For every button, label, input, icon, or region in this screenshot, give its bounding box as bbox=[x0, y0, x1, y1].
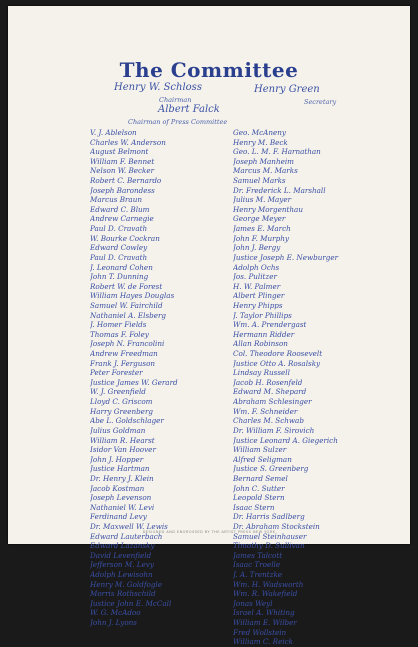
committee-member: George Meyer bbox=[233, 214, 286, 224]
committee-member: Henry Phipps bbox=[233, 300, 283, 310]
committee-member: Dr. Maxwell W. Lewis bbox=[90, 521, 168, 531]
press-chairman-role: Chairman of Press Committee bbox=[128, 118, 228, 126]
committee-member: Bernard Semel bbox=[233, 473, 288, 483]
committee-member: Edward M. Shepard bbox=[233, 387, 307, 397]
secretary-name: Henry Green bbox=[254, 84, 320, 95]
committee-member: W. G. McAdoo bbox=[90, 608, 141, 618]
committee-member: Jacob H. Rosenfeld bbox=[233, 377, 303, 387]
committee-member: William Hayes Douglas bbox=[90, 291, 175, 301]
committee-member: Henry M. Beck bbox=[233, 137, 288, 147]
committee-member: Justice Joseph E. Newburger bbox=[233, 252, 339, 262]
committee-member: Marcus Braun bbox=[90, 195, 142, 205]
committee-member: Nathaniel A. Elsberg bbox=[90, 310, 167, 320]
committee-member: Julius Goldman bbox=[90, 425, 146, 435]
committee-member: Isaac Troelle bbox=[233, 560, 281, 570]
committee-member: J. Leonard Cohen bbox=[90, 262, 153, 272]
committee-member: John J. Lyons bbox=[90, 618, 137, 628]
committee-member: Alfred Seligman bbox=[233, 454, 292, 464]
committee-member: Geo. McAneny bbox=[233, 128, 286, 137]
committee-member: V. J. Ablelson bbox=[90, 128, 137, 137]
committee-member: Dr. William F. Sirovich bbox=[233, 425, 315, 435]
committee-member: Samuel W. Fairchild bbox=[90, 300, 163, 310]
committee-member: Wm. A. Prendergast bbox=[233, 320, 307, 330]
committee-member: Dr. Henry J. Klein bbox=[90, 473, 154, 483]
committee-member: H. W. Palmer bbox=[233, 281, 281, 291]
committee-member: Leopold Stern bbox=[233, 493, 285, 503]
committee-member: William C. Reick bbox=[233, 637, 293, 647]
committee-member: Geo. L. M. F. Harnathan bbox=[233, 147, 321, 157]
committee-member: Dr. Abraham Stockstein bbox=[233, 521, 320, 531]
committee-member: Allan Robinson bbox=[233, 339, 288, 349]
committee-member: Isidor Van Hoover bbox=[90, 445, 156, 455]
committee-member: James Talcott bbox=[233, 550, 283, 560]
committee-member: J. Taylor Phillips bbox=[233, 310, 292, 320]
committee-member: Isaac Stern bbox=[233, 502, 275, 512]
committee-member: W. Bourke Cockran bbox=[90, 233, 160, 243]
committee-member: Justice Hartman bbox=[90, 464, 150, 474]
committee-member: William Sulzer bbox=[233, 445, 287, 455]
press-chairman-name: Albert Falck bbox=[158, 104, 220, 115]
committee-member: Abraham Schlesinger bbox=[233, 397, 312, 407]
committee-member: J. Homer Fields bbox=[90, 320, 147, 330]
committee-member: Justice S. Greenberg bbox=[233, 464, 309, 474]
committee-member: Robert C. Bernardo bbox=[90, 176, 162, 186]
committee-member: Jefferson M. Levy bbox=[90, 560, 154, 570]
committee-member: William E. Wilber bbox=[233, 618, 297, 628]
committee-member: Joseph Levenson bbox=[90, 493, 152, 503]
committee-member: Frank J. Ferguson bbox=[90, 358, 156, 368]
committee-member: Henry M. Goldfogle bbox=[90, 579, 162, 589]
committee-member: Joseph Barondess bbox=[90, 185, 155, 195]
committee-member: John F. Murphy bbox=[233, 233, 289, 243]
committee-member: Jonas Weyl bbox=[233, 598, 273, 608]
committee-member: Justice John E. McCall bbox=[90, 598, 172, 608]
committee-member: Robert W. de Forest bbox=[90, 281, 163, 291]
committee-member: Nathaniel W. Levi bbox=[90, 502, 155, 512]
committee-member: Albert Plinger bbox=[233, 291, 285, 301]
committee-member: Timothy D. Sullivan bbox=[233, 541, 305, 551]
committee-member: John J. Hopper bbox=[90, 454, 144, 464]
committee-member: Col. Theodore Roosevelt bbox=[233, 349, 323, 359]
chairman-role: Chairman bbox=[159, 96, 192, 104]
committee-member: Henry Morgenthau bbox=[233, 204, 303, 214]
committee-member: Paul D. Cravath bbox=[90, 224, 148, 234]
committee-member: Dr. Frederick L. Marshall bbox=[233, 185, 326, 195]
chairman-name: Henry W. Schloss bbox=[114, 82, 202, 93]
committee-member: Harry Greenberg bbox=[90, 406, 153, 416]
committee-member: Charles M. Schwab bbox=[233, 416, 304, 426]
committee-member: August Belmont bbox=[90, 147, 149, 157]
committee-member: Hermann Ridder bbox=[233, 329, 295, 339]
committee-member: Wm. R. Wakefield bbox=[233, 589, 298, 599]
committee-member: Wm. H. Wadsworth bbox=[233, 579, 304, 589]
committee-member: Marcus M. Marks bbox=[233, 166, 298, 176]
committee-member: Ferdinand Levy bbox=[90, 512, 147, 522]
committee-member: John J. Bergy bbox=[233, 243, 281, 253]
secretary-role: Secretary bbox=[304, 98, 337, 106]
committee-member: W. J. Greenfield bbox=[90, 387, 146, 397]
committee-member: John T. Dunning bbox=[90, 272, 149, 282]
committee-member: Wm. F. Schneider bbox=[233, 406, 298, 416]
committee-member: Justice James W. Gerard bbox=[90, 377, 178, 387]
committee-member: Morris Rothschild bbox=[90, 589, 156, 599]
committee-member: John C. Sutter bbox=[233, 483, 285, 493]
committee-member: Jacob Kostman bbox=[90, 483, 145, 493]
committee-member: J. A. Trentzke bbox=[233, 570, 283, 580]
committee-member: Andrew Carnegie bbox=[90, 214, 154, 224]
committee-member: Abe L. Goldschlager bbox=[90, 416, 164, 426]
committee-member: Julius M. Mayer bbox=[233, 195, 292, 205]
committee-member: Andrew Freedman bbox=[90, 349, 158, 359]
committee-member: Edward C. Blum bbox=[90, 204, 150, 214]
committee-member: Thomas F. Foley bbox=[90, 329, 149, 339]
committee-member: Fred Wollstein bbox=[233, 627, 287, 637]
committee-member: Edward Lauterbach bbox=[90, 531, 163, 541]
committee-member: Lloyd C. Griscom bbox=[90, 397, 153, 407]
committee-member: James E. March bbox=[233, 224, 291, 234]
committee-member: Peter Forester bbox=[90, 368, 143, 378]
committee-member: Edward Cowley bbox=[90, 243, 148, 253]
committee-member: Joseph N. Francolini bbox=[90, 339, 165, 349]
committee-member: William F. Bennet bbox=[90, 156, 155, 166]
committee-member: Adolph Ochs bbox=[233, 262, 280, 272]
committee-member: Jos. Pulitzer bbox=[233, 272, 277, 282]
committee-member: Israel A. Whiting bbox=[233, 608, 295, 618]
committee-member: William R. Hearst bbox=[90, 435, 155, 445]
committee-member: Dr. Harris Sadlberg bbox=[233, 512, 305, 522]
committee-member: Edward Lazansky bbox=[90, 541, 155, 551]
committee-member: Adolph Lewisohn bbox=[90, 570, 153, 580]
page-title: The Committee bbox=[119, 58, 299, 82]
committee-member: Lindsay Russell bbox=[233, 368, 290, 378]
committee-list-left bbox=[90, 128, 220, 628]
committee-member: David Levenfield bbox=[90, 550, 152, 560]
committee-member: Charles W. Anderson bbox=[90, 137, 166, 147]
committee-member: Justice Leonard A. Giegerich bbox=[233, 435, 338, 445]
committee-member: Samuel Steinhauser bbox=[233, 531, 307, 541]
committee-list-right bbox=[233, 128, 373, 647]
footer-credit: DESIGNED AND ENGROSSED BY THE ARTIST PRESS NEW YORK bbox=[142, 530, 276, 534]
committee-member: Joseph Manheim bbox=[233, 156, 294, 166]
committee-member: Samuel Marks bbox=[233, 176, 286, 186]
committee-member: Justice Otto A. Rosalsky bbox=[233, 358, 321, 368]
committee-member: Nelson W. Becker bbox=[90, 166, 155, 176]
committee-member: Paul D. Cravath bbox=[90, 252, 148, 262]
document-page bbox=[8, 6, 410, 647]
